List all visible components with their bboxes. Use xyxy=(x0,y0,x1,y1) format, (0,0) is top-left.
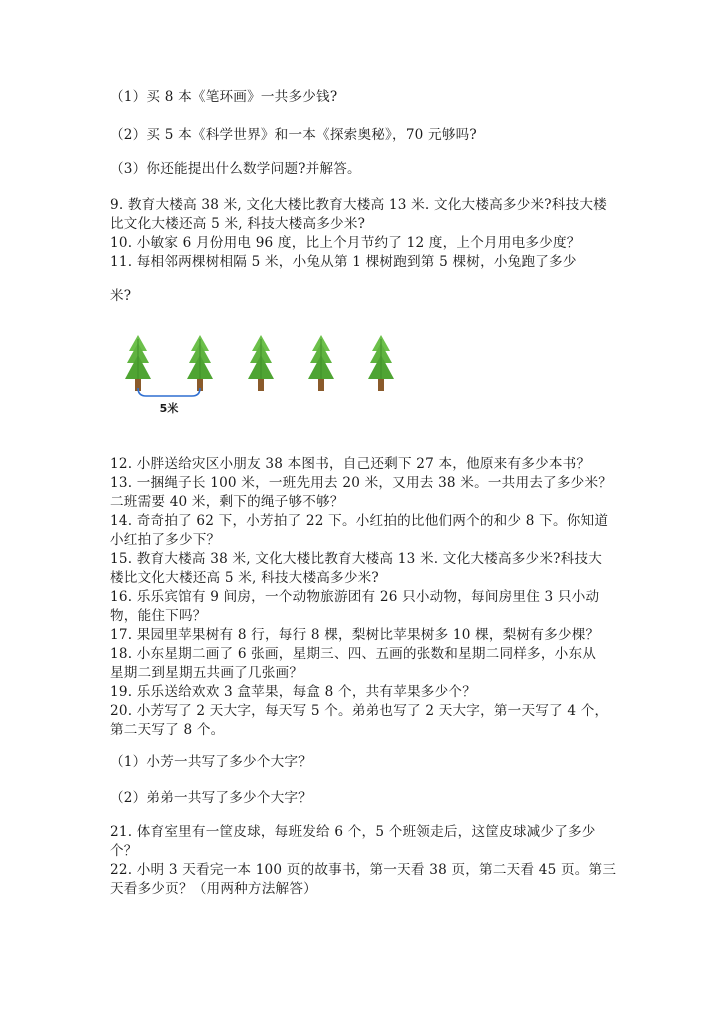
question-21-line-2: 个？ xyxy=(110,843,138,859)
question-20-line-2: 第二天写了 8 个。 xyxy=(110,722,225,738)
question-16-line-1: 16. 乐乐宾馆有 9 间房，一个动物旅游团有 26 只小动物，每间房里住 3 只小动 xyxy=(110,589,600,605)
question-22-line-2: 天看多少页？（用两种方法解答） xyxy=(110,881,317,897)
question-9-line-1: 9. 教育大楼高 38 米, 文化大楼比教育大楼高 13 米. 文化大楼高多少米?科技大楼 xyxy=(110,197,607,213)
question-21-line-1: 21. 体育室里有一筐皮球，每班发给 6 个，5 个班领走后，这筐皮球减少了多少 xyxy=(110,824,596,840)
question-14-line-2: 小红拍了多少下？ xyxy=(110,532,221,548)
question-11-line-1: 11. 每相邻两棵树相隔 5 米，小兔从第 1 棵树跑到第 5 棵树，小兔跑了多少 xyxy=(110,254,577,270)
tree-5 xyxy=(368,335,394,391)
question-15-line-1: 15. 教育大楼高 38 米, 文化大楼比教育大楼高 13 米. 文化大楼高多少米?科技大 xyxy=(110,551,603,567)
question-13-line-2: 二班需要 40 米，剩下的绳子够不够？ xyxy=(110,494,344,510)
q20-sub-question-1: （1）小芳一共写了多少个大字？ xyxy=(110,754,312,770)
question-16-line-2: 物，能住下吗？ xyxy=(110,608,207,624)
sub-question-3: （3）你还能提出什么数学问题?并解答。 xyxy=(110,161,361,177)
tree-1 xyxy=(125,335,151,391)
question-13-line-1: 13. 一捆绳子长 100 米，一班先用去 20 米，又用去 38 米。一共用去了多少米？ xyxy=(110,475,613,491)
question-17: 17. 果园里苹果树有 8 行，每行 8 棵，梨树比苹果树多 10 棵，梨树有多少棵？ xyxy=(110,627,600,643)
question-14-line-1: 14. 奇奇拍了 62 下，小芳拍了 22 下。小红拍的比他们两个的和少 8 下。你知道 xyxy=(110,513,609,529)
question-20-line-1: 20. 小芳写了 2 天大字，每天写 5 个。弟弟也写了 2 天大字，第一天写了 4 个， xyxy=(110,703,609,719)
tree-2 xyxy=(187,335,213,391)
tree-4 xyxy=(308,335,334,391)
question-18-line-2: 星期二到星期五共画了几张画？ xyxy=(110,665,304,681)
question-19: 19. 乐乐送给欢欢 3 盒苹果，每盒 8 个，共有苹果多少个？ xyxy=(110,684,476,700)
question-22-line-1: 22. 小明 3 天看完一本 100 页的故事书，第一天看 38 页，第二天看 45 页。第三 xyxy=(110,862,617,878)
question-11-line-2: 米? xyxy=(110,288,132,304)
sub-question-2: （2）买 5 本《科学世界》和一本《探索奥秘》，70 元够吗? xyxy=(110,127,477,143)
question-12: 12. 小胖送给灾区小朋友 38 本图书，自己还剩下 27 本，他原来有多少本书？ xyxy=(110,456,591,472)
question-10: 10. 小敏家 6 月份用电 96 度，比上个月节约了 12 度，上个月用电多少度？ xyxy=(110,235,581,251)
distance-bracket xyxy=(138,388,200,396)
tree-3 xyxy=(248,335,274,391)
trees-figure xyxy=(118,330,408,425)
question-15-line-2: 楼比文化大楼还高 5 米, 科技大楼高多少米? xyxy=(110,570,379,586)
q20-sub-question-2: （2）弟弟一共写了多少个大字？ xyxy=(110,790,312,806)
question-9-line-2: 比文化大楼还高 5 米, 科技大楼高多少米? xyxy=(110,216,366,232)
question-18-line-1: 18. 小东星期二画了 6 张画，星期三、四、五画的张数和星期二同样多，小东从 xyxy=(110,646,597,662)
sub-question-1: （1）买 8 本《笔环画》一共多少钱? xyxy=(110,89,338,105)
distance-label: 5米 xyxy=(159,402,179,415)
